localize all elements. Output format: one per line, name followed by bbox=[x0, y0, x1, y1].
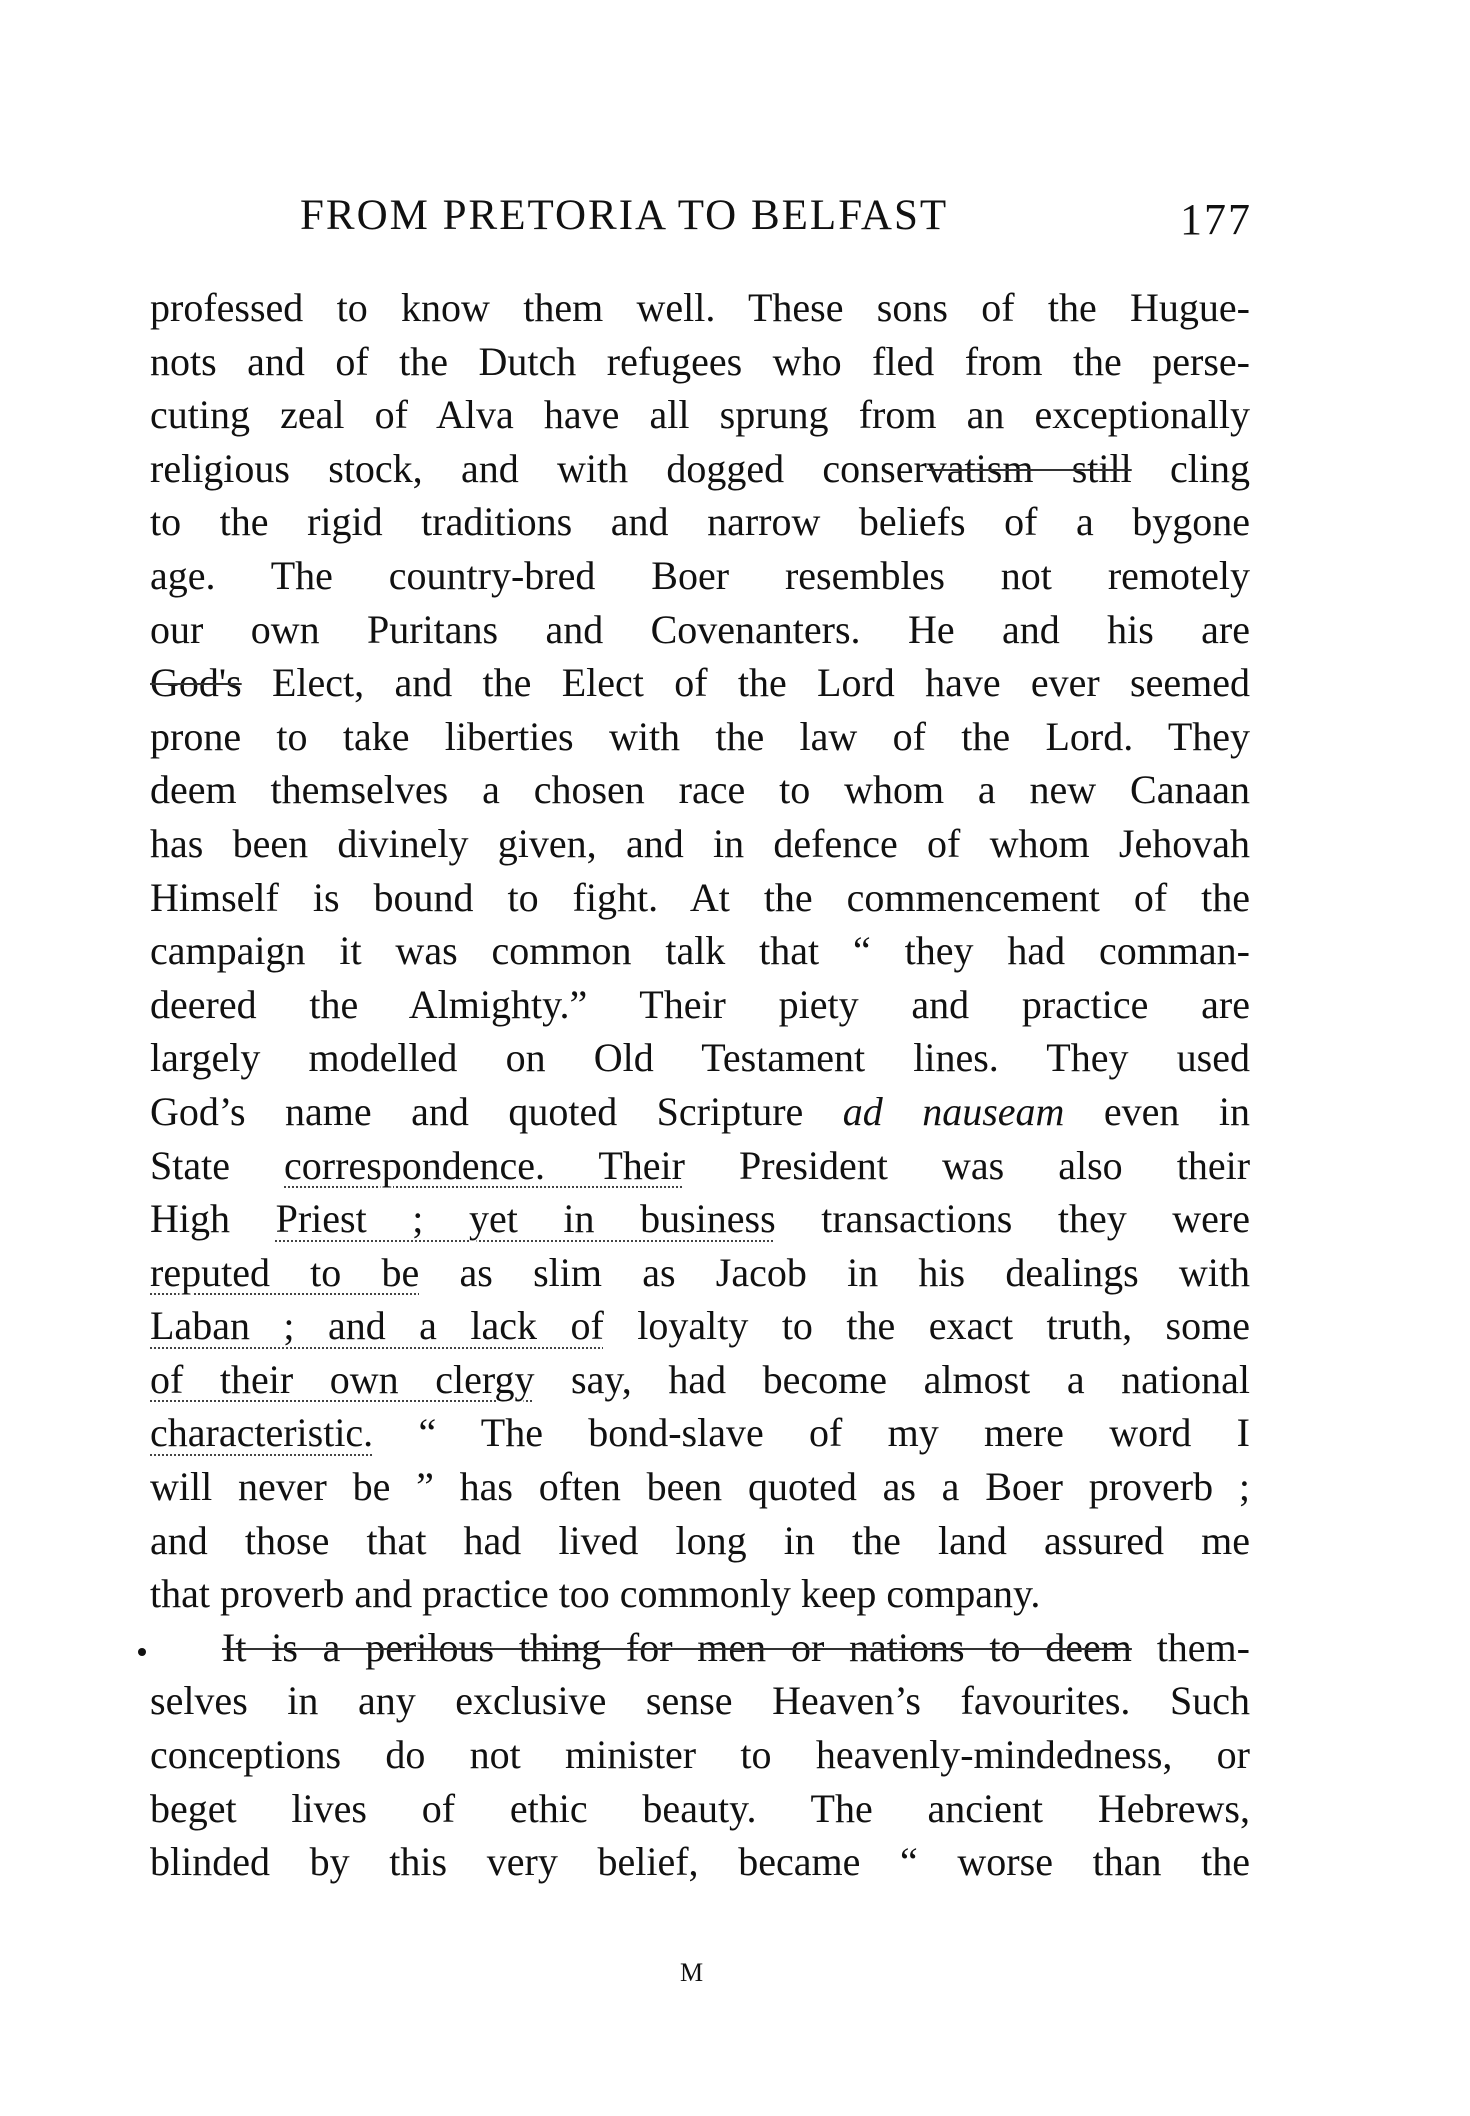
text-line bbox=[150, 1299, 1250, 1353]
text-line bbox=[150, 763, 1250, 817]
signature-mark: M bbox=[680, 1958, 705, 1987]
text-line bbox=[150, 1031, 1250, 1085]
text-segment: “ The bond-slave of my mere word I bbox=[373, 1410, 1250, 1456]
text-line bbox=[150, 710, 1250, 764]
text-line bbox=[150, 817, 1250, 871]
text-segment: deered the Almighty.” Their piety and practice are bbox=[150, 981, 1250, 1027]
struck-through-text: vatism still bbox=[926, 445, 1132, 491]
text-line bbox=[150, 1514, 1250, 1568]
text-segment: age. The country-bred Boer resembles not remotely bbox=[150, 552, 1250, 598]
text-line bbox=[150, 1192, 1250, 1246]
underlined-text: Priest ; yet in business bbox=[275, 1196, 776, 1242]
text-line bbox=[150, 1728, 1250, 1782]
text-line bbox=[150, 924, 1250, 978]
running-head bbox=[300, 188, 1262, 244]
text-line bbox=[150, 1139, 1250, 1193]
text-segment: to the rigid traditions and narrow beliefs of a bygone bbox=[150, 499, 1250, 545]
text-segment: conceptions do not minister to heavenly-mindedness, or bbox=[150, 1732, 1250, 1778]
text-line bbox=[150, 603, 1250, 657]
text-line bbox=[150, 871, 1250, 925]
text-segment: blinded by this very belief, became “ worse than the bbox=[150, 1839, 1250, 1885]
text-segment: State bbox=[150, 1142, 285, 1188]
text-line bbox=[150, 495, 1250, 549]
text-line bbox=[150, 1567, 1250, 1621]
text-line bbox=[150, 1406, 1250, 1460]
text-segment: prone to take liberties with the law of the Lord. They bbox=[150, 713, 1250, 759]
text-line bbox=[150, 1782, 1250, 1836]
text-segment: nots and of the Dutch refugees who fled from the perse- bbox=[150, 338, 1250, 384]
underlined-text: Laban ; and a lack of bbox=[150, 1303, 604, 1349]
text-segment: selves in any exclusive sense Heaven’s favourites. Such bbox=[150, 1678, 1250, 1724]
underlined-text: reputed to be bbox=[150, 1249, 420, 1295]
text-segment: loyalty to the exact truth, some bbox=[603, 1303, 1250, 1349]
italic-text: ad nauseam bbox=[842, 1088, 1065, 1134]
text-segment: Himself is bound to fight. At the commencement of the bbox=[150, 874, 1250, 920]
running-title: FROM PRETORIA TO BELFAST bbox=[300, 192, 949, 239]
pencil-mark-dot-icon bbox=[138, 1648, 146, 1656]
text-segment: professed to know them well. These sons of the Hugue- bbox=[150, 285, 1250, 330]
struck-through-text: It is a perilous thing for men or nations to deem bbox=[222, 1624, 1132, 1670]
text-segment: cuting zeal of Alva have all sprung from an exceptionally bbox=[150, 392, 1250, 438]
text-segment: Elect, and the Elect of the Lord have ever seemed bbox=[241, 660, 1250, 706]
text-segment: our own Puritans and Covenanters. He and his are bbox=[150, 606, 1250, 652]
text-line bbox=[150, 656, 1250, 710]
text-segment: even in bbox=[1064, 1088, 1250, 1134]
text-segment: has been divinely given, and in defence of whom Jehovah bbox=[150, 820, 1250, 866]
text-line bbox=[150, 1353, 1250, 1407]
text-line bbox=[150, 1246, 1250, 1300]
text-line bbox=[150, 388, 1250, 442]
text-segment: transactions they were bbox=[775, 1196, 1250, 1242]
text-segment: cling bbox=[1131, 445, 1250, 491]
text-segment: them- bbox=[1131, 1624, 1250, 1670]
text-segment: beget lives of ethic beauty. The ancient Hebrews, bbox=[150, 1785, 1250, 1831]
text-line bbox=[150, 1674, 1250, 1728]
underlined-text: of their own clergy bbox=[150, 1356, 535, 1402]
struck-through-text: God's bbox=[150, 660, 242, 706]
text-segment: High bbox=[150, 1196, 276, 1242]
text-segment: and those that had lived long in the land assured me bbox=[150, 1517, 1250, 1563]
text-segment: will never be ” has often been quoted as a Boer proverb ; bbox=[150, 1464, 1250, 1510]
underlined-text: characteristic. bbox=[150, 1410, 374, 1456]
text-segment: campaign it was common talk that “ they had comman- bbox=[150, 928, 1250, 974]
text-line bbox=[150, 281, 1250, 335]
text-line bbox=[150, 549, 1250, 603]
text-segment: say, had become almost a national bbox=[534, 1356, 1250, 1402]
text-segment: that proverb and practice too commonly keep company. bbox=[150, 1571, 1041, 1617]
text-segment: President was also their bbox=[684, 1142, 1251, 1188]
text-segment: God’s name and quoted Scripture bbox=[150, 1088, 843, 1134]
text-line bbox=[150, 335, 1250, 389]
text-line bbox=[150, 1621, 1250, 1675]
text-line bbox=[150, 1460, 1250, 1514]
text-line bbox=[150, 1085, 1250, 1139]
text-segment: as slim as Jacob in his dealings with bbox=[419, 1249, 1250, 1295]
text-line bbox=[150, 442, 1250, 496]
text-segment: religious stock, and with dogged conser bbox=[150, 445, 927, 491]
text-segment: largely modelled on Old Testament lines. They used bbox=[150, 1035, 1250, 1081]
page-number: 177 bbox=[1180, 195, 1252, 244]
text-line bbox=[150, 978, 1250, 1032]
underlined-text: correspondence. Their bbox=[284, 1142, 685, 1188]
text-line bbox=[150, 1835, 1250, 1889]
text-segment: deem themselves a chosen race to whom a new Canaan bbox=[150, 767, 1250, 813]
body-text bbox=[150, 281, 1250, 1889]
